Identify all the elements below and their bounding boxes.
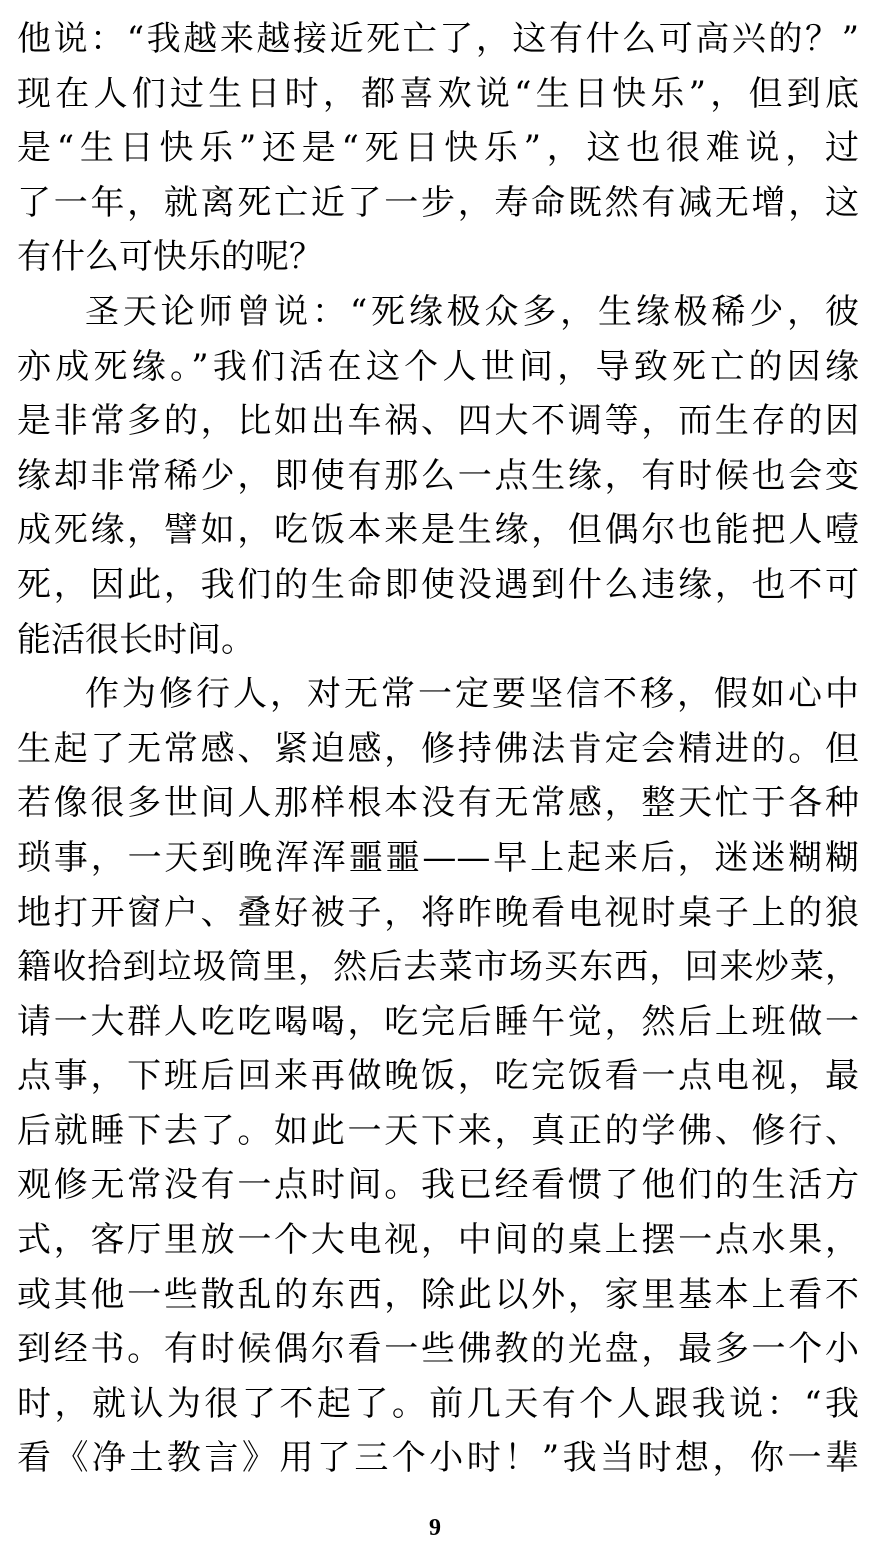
page-number: 9 (429, 1515, 441, 1541)
text-line: 琐事，一天到晚浑浑噩噩——早上起来后，迷迷糊糊 (17, 837, 859, 878)
text-line: 亦成死缘。”我们活在这个人世间，导致死亡的因缘 (17, 346, 859, 387)
text-line: 请一大群人吃吃喝喝，吃完后睡午觉，然后上班做一 (17, 1001, 859, 1042)
text-line: 他说：“我越来越接近死亡了，这有什么可高兴的？” (17, 19, 859, 59)
text-line: 死，因此，我们的生命即使没遇到什么违缘，也不可 (17, 564, 859, 605)
text-line: 式，客厅里放一个大电视，中间的桌上摆一点水果， (17, 1220, 859, 1261)
text-line: 了一年，就离死亡近了一步，寿命既然有减无增，这 (17, 182, 859, 223)
text-line: 地打开窗户、叠好被子，将昨晚看电视时桌子上的狼 (17, 892, 859, 933)
text-line: 观修无常没有一点时间。我已经看惯了他们的生活方 (17, 1165, 859, 1206)
text-line: 是“生日快乐”还是“死日快乐”，这也很难说，过 (17, 128, 859, 169)
text-line: 是非常多的，比如出车祸、四大不调等，而生存的因 (17, 401, 859, 442)
text-line: 生起了无常感、紧迫感，修持佛法肯定会精进的。但 (17, 728, 859, 769)
text-line: 时，就认为很了不起了。前几天有个人跟我说：“我 (17, 1383, 859, 1424)
text-line: 籍收拾到垃圾筒里，然后去菜市场买东西，回来炒菜， (17, 947, 859, 988)
text-line: 或其他一些散乱的东西，除此以外，家里基本上看不 (17, 1274, 859, 1315)
text-line: 缘却非常稀少，即使有那么一点生缘，有时候也会变 (17, 455, 859, 496)
text-line: 有什么可快乐的呢？ (17, 237, 323, 278)
body-text (17, 12, 859, 1486)
text-line: 现在人们过生日时，都喜欢说“生日快乐”，但到底 (17, 73, 859, 114)
paragraph-first-line: 作为修行人，对无常一定要坚信不移，假如心中 (85, 674, 859, 715)
paragraph-first-line: 圣天论师曾说：“死缘极众多，生缘极稀少，彼 (85, 291, 859, 332)
text-line: 若像很多世间人那样根本没有无常感，整天忙于各种 (17, 783, 859, 824)
text-line: 到经书。有时候偶尔看一些佛教的光盘，最多一个小 (17, 1329, 859, 1370)
text-line: 点事，下班后回来再做晚饭，吃完饭看一点电视，最 (17, 1056, 859, 1097)
text-line: 后就睡下去了。如此一天下来，真正的学佛、修行、 (17, 1110, 859, 1151)
text-line: 看《净土教言》用了三个小时！”我当时想，你一辈 (17, 1438, 859, 1479)
text-line: 能活很长时间。 (17, 619, 255, 660)
text-line: 成死缘，譬如，吃饭本来是生缘，但偶尔也能把人噎 (17, 510, 859, 551)
